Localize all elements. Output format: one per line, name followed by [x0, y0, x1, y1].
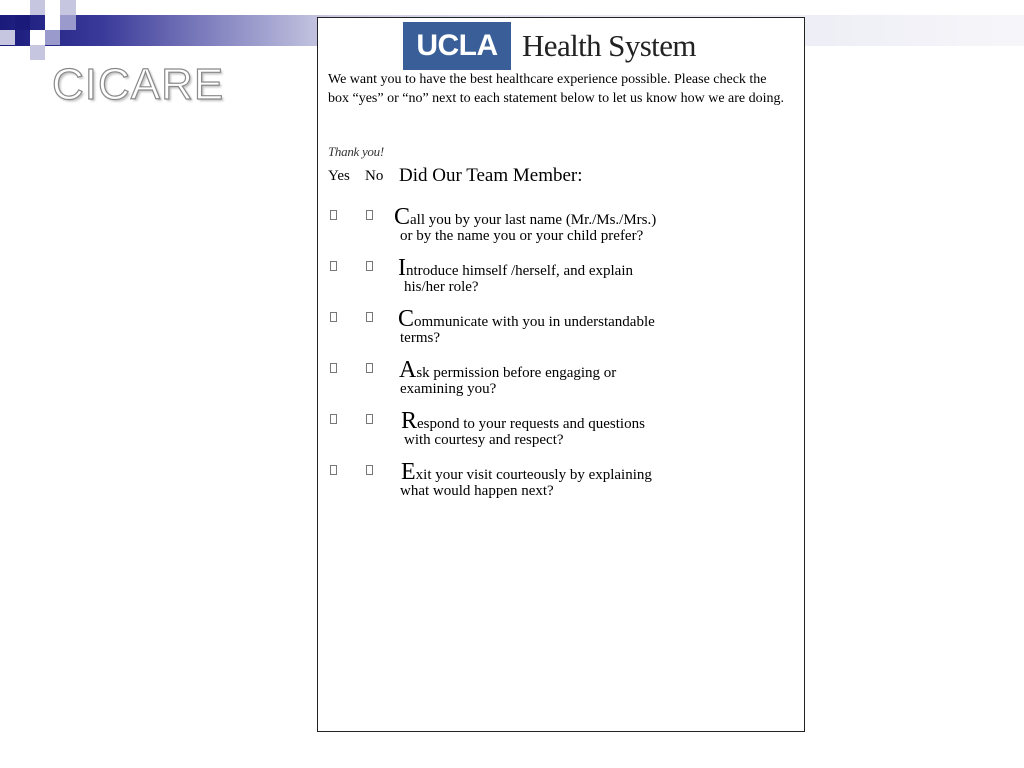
yes-checkbox[interactable] [330, 465, 337, 475]
statement-initial: C [398, 306, 415, 332]
logo-badge: UCLA [403, 22, 511, 70]
statement-line-2: what would happen next? [400, 483, 554, 499]
decorative-square [30, 30, 45, 45]
statement-initial: R [401, 408, 418, 434]
logo-text: Health System [522, 28, 696, 63]
yes-column-label: Yes [328, 168, 350, 184]
ucla-health-logo [403, 22, 713, 70]
statement-text: ommunicate with you in understandable [414, 314, 655, 330]
statement-text: ntroduce himself /herself, and explain [406, 263, 634, 279]
decorative-square [60, 15, 76, 30]
statement-text: espond to your requests and questions [417, 416, 645, 432]
intro-text: We want you to have the best healthcare experience possible. Please check the box “yes” or “no” next to each statement below to let us know how we are doing. [328, 72, 785, 106]
yes-checkbox[interactable] [330, 363, 337, 373]
no-checkbox[interactable] [366, 465, 373, 475]
no-column-label: No [365, 168, 384, 184]
decorative-square [30, 45, 45, 60]
decorative-square [45, 15, 60, 30]
statement-initial: C [394, 204, 411, 230]
slide-title: CICARE [52, 60, 225, 109]
statement-line-2: with courtesy and respect? [404, 432, 564, 448]
statement-line-1 [399, 357, 616, 384]
statement-line-1 [401, 459, 652, 486]
statement-line-2: examining you? [400, 381, 497, 397]
question-heading: Did Our Team Member: [399, 165, 583, 186]
decorative-square [15, 15, 30, 30]
statement-line-1 [398, 255, 633, 282]
statement-line-2: terms? [400, 330, 440, 346]
statement-line-1 [401, 408, 645, 435]
decorative-square [60, 0, 76, 15]
decorative-square [0, 30, 15, 45]
statement-initial: A [399, 357, 417, 383]
no-checkbox[interactable] [366, 261, 373, 271]
statement-text: sk permission before engaging or [416, 365, 617, 381]
yes-checkbox[interactable] [330, 414, 337, 424]
statement-text: xit your visit courteously by explaining [415, 467, 652, 483]
no-checkbox[interactable] [366, 210, 373, 220]
yes-checkbox[interactable] [330, 261, 337, 271]
no-checkbox[interactable] [366, 312, 373, 322]
statement-initial: I [398, 255, 406, 281]
no-checkbox[interactable] [366, 414, 373, 424]
statement-line-2: his/her role? [404, 279, 479, 295]
no-checkbox[interactable] [366, 363, 373, 373]
statement-line-1 [394, 204, 656, 231]
statement-line-2: or by the name you or your child prefer? [400, 228, 644, 244]
yes-checkbox[interactable] [330, 210, 337, 220]
thank-you-script: Thank you! [328, 144, 384, 159]
statement-text: all you by your last name (Mr./Ms./Mrs.) [410, 212, 657, 228]
decorative-square [45, 30, 60, 45]
yes-checkbox[interactable] [330, 312, 337, 322]
survey-card [317, 17, 805, 732]
statement-line-1 [398, 306, 655, 333]
decorative-square [30, 0, 45, 15]
statement-initial: E [401, 459, 416, 485]
